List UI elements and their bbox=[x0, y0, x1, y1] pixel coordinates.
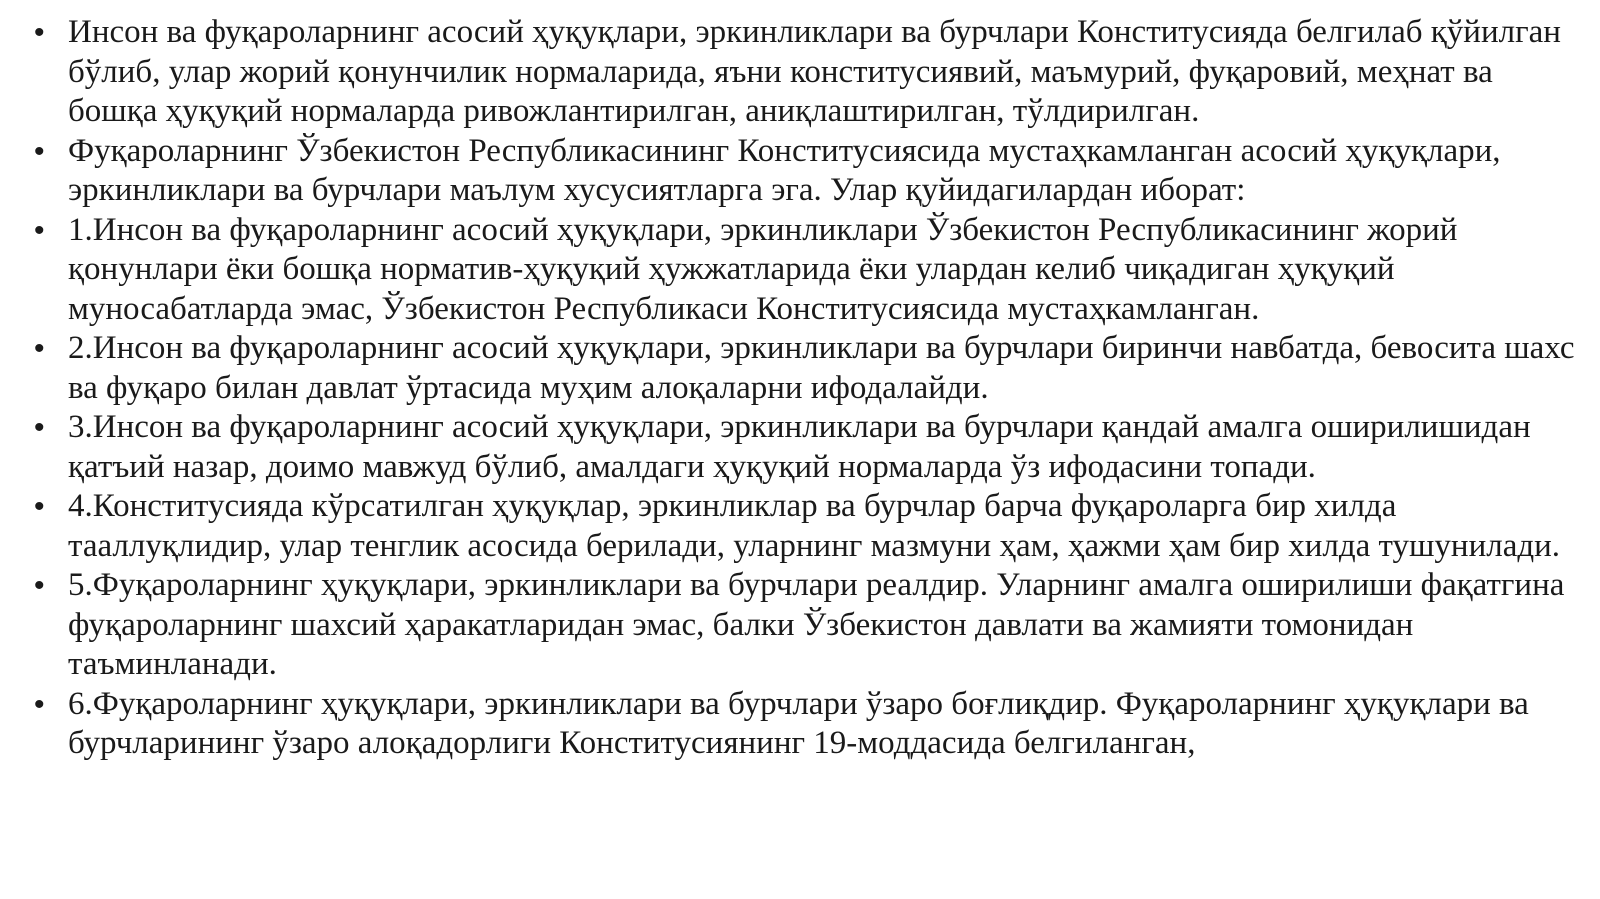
bullet-icon: • bbox=[34, 569, 45, 602]
bullet-icon: • bbox=[34, 411, 45, 444]
list-item bbox=[30, 685, 1590, 764]
list-item-text: 6.Фуқароларнинг ҳуқуқлари, эркинликлари ва бурчлари ўзаро боғлиқдир. Фуқароларнинг ҳуқуқлари ва бурчларининг ўзаро алоқадорлиги Конститусиянинг 19-моддасида белгиланган, bbox=[68, 685, 1529, 761]
list-item bbox=[30, 329, 1590, 408]
list-item-text: 5.Фуқароларнинг ҳуқуқлари, эркинликлари ва бурчлари реалдир. Уларнинг амалга оширилиши фақатгина фуқароларнинг шахсий ҳаракатларидан эмас, балки Ўзбекистон давлати ва жамияти томонидан таъминланади. bbox=[68, 567, 1565, 682]
bullet-icon: • bbox=[34, 134, 45, 168]
list-item bbox=[30, 211, 1590, 330]
list-item bbox=[30, 408, 1590, 487]
list-item bbox=[30, 132, 1590, 211]
list-item-text: Инсон ва фуқароларнинг асосий ҳуқуқлари, эркинликлари ва бурчлари Конститусияда белгилаб қўйилган бўлиб, улар жорий қонунчилик нормаларида, яъни конститусиявий, маъмурий, фуқаровий, меҳнат ва бошқа ҳуқуқий нормаларда ривожлантирилган, аниқлаштирилган, тўлдирилган. bbox=[68, 14, 1561, 129]
bullet-list bbox=[30, 13, 1590, 764]
list-item-text: 3.Инсон ва фуқароларнинг асосий ҳуқуқлари, эркинликлари ва бурчлари қандай амалга оширилишидан қатъий назар, доимо мавжуд бўлиб, амалдаги ҳуқуқий нормаларда ўз ифодасини топади. bbox=[68, 409, 1531, 485]
list-item bbox=[30, 487, 1590, 566]
list-item bbox=[30, 566, 1590, 685]
list-item-text: 1.Инсон ва фуқароларнинг асосий ҳуқуқлари, эркинликлари Ўзбекистон Республикасининг жорий қонунлари ёки бошқа норматив-ҳуқуқий ҳужжатларида ёки улардан келиб чиқадиган ҳуқуқий муносабатларда эмас, Ўзбекистон Республикаси Конститусиясида мустаҳкамланган. bbox=[68, 211, 1458, 327]
list-item-text: Фуқароларнинг Ўзбекистон Республикасининг Конститусиясида мустаҳкамланган асосий ҳуқуқлари, эркинликлари ва бурчлари маълум хусусиятларга эга. Улар қуйидагилардан иборат: bbox=[68, 132, 1501, 208]
bullet-icon: • bbox=[34, 332, 45, 365]
bullet-icon: • bbox=[34, 213, 45, 247]
list-item-text: 2.Инсон ва фуқароларнинг асосий ҳуқуқлари, эркинликлари ва бурчлари биринчи навбатда, бевосита шахс ва фуқаро билан давлат ўртасида муҳим алоқаларни ифодалайди. bbox=[68, 330, 1575, 406]
list-item-text: 4.Конститусияда кўрсатилган ҳуқуқлар, эркинликлар ва бурчлар барча фуқароларга бир хилда тааллуқлидир, улар тенглик асосида берилади, уларнинг мазмуни ҳам, ҳажми ҳам бир хилда тушунилади. bbox=[68, 488, 1561, 564]
bullet-icon: • bbox=[34, 687, 45, 721]
bullet-icon: • bbox=[34, 490, 45, 523]
bullet-icon: • bbox=[34, 16, 45, 49]
list-item bbox=[30, 13, 1590, 132]
